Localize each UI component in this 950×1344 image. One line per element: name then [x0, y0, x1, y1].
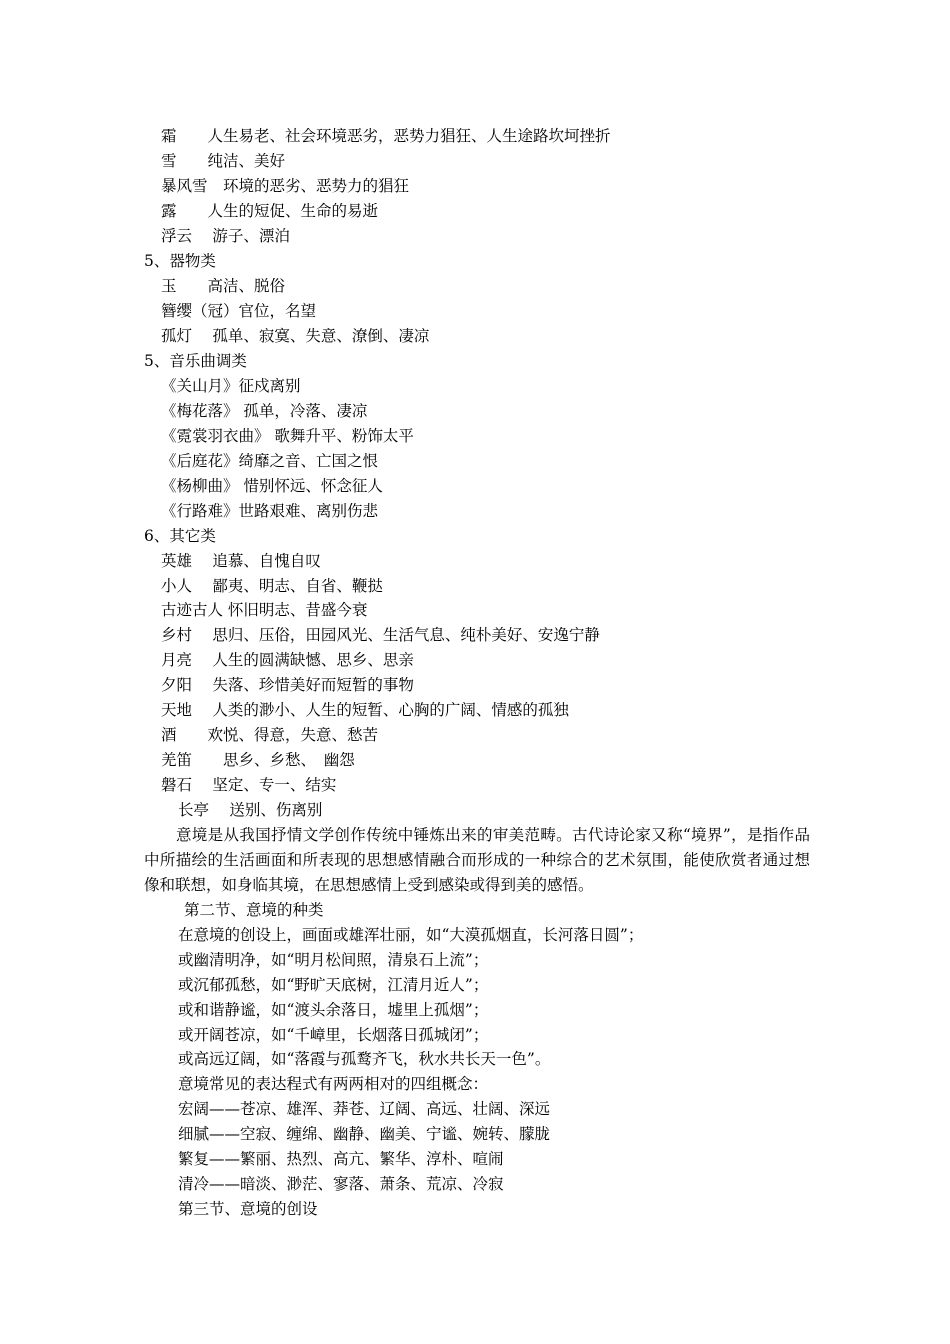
text-line: 夕阳 失落、珍惜美好而短暂的事物 — [161, 676, 414, 694]
text-line: 《后庭花》绮靡之音、亡国之恨 — [161, 452, 379, 470]
text-line: 乡村 思归、压俗，田园风光、生活气息、纯朴美好、安逸宁静 — [161, 626, 600, 644]
text-line: 或沉郁孤愁，如“野旷天底树，江清月近人”； — [178, 976, 489, 994]
section-heading: 第三节、意境的创设 — [178, 1200, 318, 1218]
text-line: 小人 鄙夷、明志、自省、鞭挞 — [161, 577, 383, 595]
text-line: 清冷——暗淡、渺茫、寥落、萧条、荒凉、冷寂 — [178, 1175, 504, 1193]
text-line: 天地 人类的渺小、人生的短暂、心胸的广阔、情感的孤独 — [161, 701, 569, 719]
text-line: 磐石 坚定、专一、结实 — [161, 776, 337, 794]
text-line: 月亮 人生的圆满缺憾、思乡、思亲 — [161, 651, 414, 669]
text-line: 霜 人生易老、社会环境恶劣，恶势力猖狂、人生途路坎坷挫折 — [161, 127, 611, 145]
text-line: 英雄 追慕、自愧自叹 — [161, 552, 321, 570]
text-line: 酒 欢悦、得意，失意、愁苦 — [161, 726, 379, 744]
text-line: 细腻——空寂、缠绵、幽静、幽美、宁谧、婉转、朦胧 — [178, 1125, 551, 1143]
text-line: 古迹古人 怀旧明志、昔盛今衰 — [161, 601, 368, 619]
body-paragraph: 意境是从我国抒情文学创作传统中锤炼出来的审美范畴。古代诗论家又称“境界”，是指作品中所描绘的生活画面和所表现的思想感情融合而形成的一种综合的艺术氛围，能使欣赏者通过想像和联想，如身临其境，在思想感情上受到感染或得到美的感悟。 — [144, 826, 810, 894]
text-line: 意境常见的表达程式有两两相对的四组概念： — [178, 1075, 489, 1093]
text-line: 繁复——繁丽、热烈、高亢、繁华、淳朴、喧闹 — [178, 1150, 504, 1168]
text-line: 玉 高洁、脱俗 — [161, 277, 286, 295]
section-heading: 5、器物类 — [144, 252, 216, 270]
section-heading: 6、其它类 — [144, 527, 216, 545]
text-line: 羌笛 思乡、乡愁、 幽怨 — [161, 751, 355, 769]
text-line: 《关山月》征戍离别 — [161, 377, 301, 395]
text-line: 在意境的创设上，画面或雄浑壮丽，如“大漠孤烟直，长河落日圆”； — [178, 926, 644, 944]
text-line: 《行路难》世路艰难、离别伤悲 — [161, 502, 379, 520]
text-line: 长亭 送别、伤离别 — [178, 801, 323, 819]
text-line: 《霓裳羽衣曲》 歌舞升平、粉饰太平 — [161, 427, 414, 445]
text-line: 浮云 游子、漂泊 — [161, 227, 290, 245]
text-line: 孤灯 孤单、寂寞、失意、潦倒、凄凉 — [161, 327, 430, 345]
text-line: 露 人生的短促、生命的易逝 — [161, 202, 379, 220]
text-line: 簪缨（冠）官位，名望 — [161, 302, 317, 320]
text-line: 或和谐静谧，如“渡头余落日，墟里上孤烟”； — [178, 1001, 489, 1019]
text-line: 雪 纯洁、美好 — [161, 152, 286, 170]
text-line: 暴风雪 环境的恶劣、恶势力的猖狂 — [161, 177, 410, 195]
text-line: 或高远辽阔，如“落霞与孤鹜齐飞，秋水共长天一色”。 — [178, 1050, 551, 1068]
text-line: 或幽清明净，如“明月松间照，清泉石上流”； — [178, 951, 489, 969]
section-heading: 5、音乐曲调类 — [144, 352, 247, 370]
section-heading: 第二节、意境的种类 — [184, 901, 324, 919]
text-line: 《梅花落》 孤单，冷落、凄凉 — [161, 402, 368, 420]
text-line: 《杨柳曲》 惜别怀远、怀念征人 — [161, 477, 383, 495]
text-line: 或开阔苍凉，如“千嶂里，长烟落日孤城闭”； — [178, 1026, 489, 1044]
text-line: 宏阔——苍凉、雄浑、莽苍、辽阔、高远、壮阔、深远 — [178, 1100, 551, 1118]
